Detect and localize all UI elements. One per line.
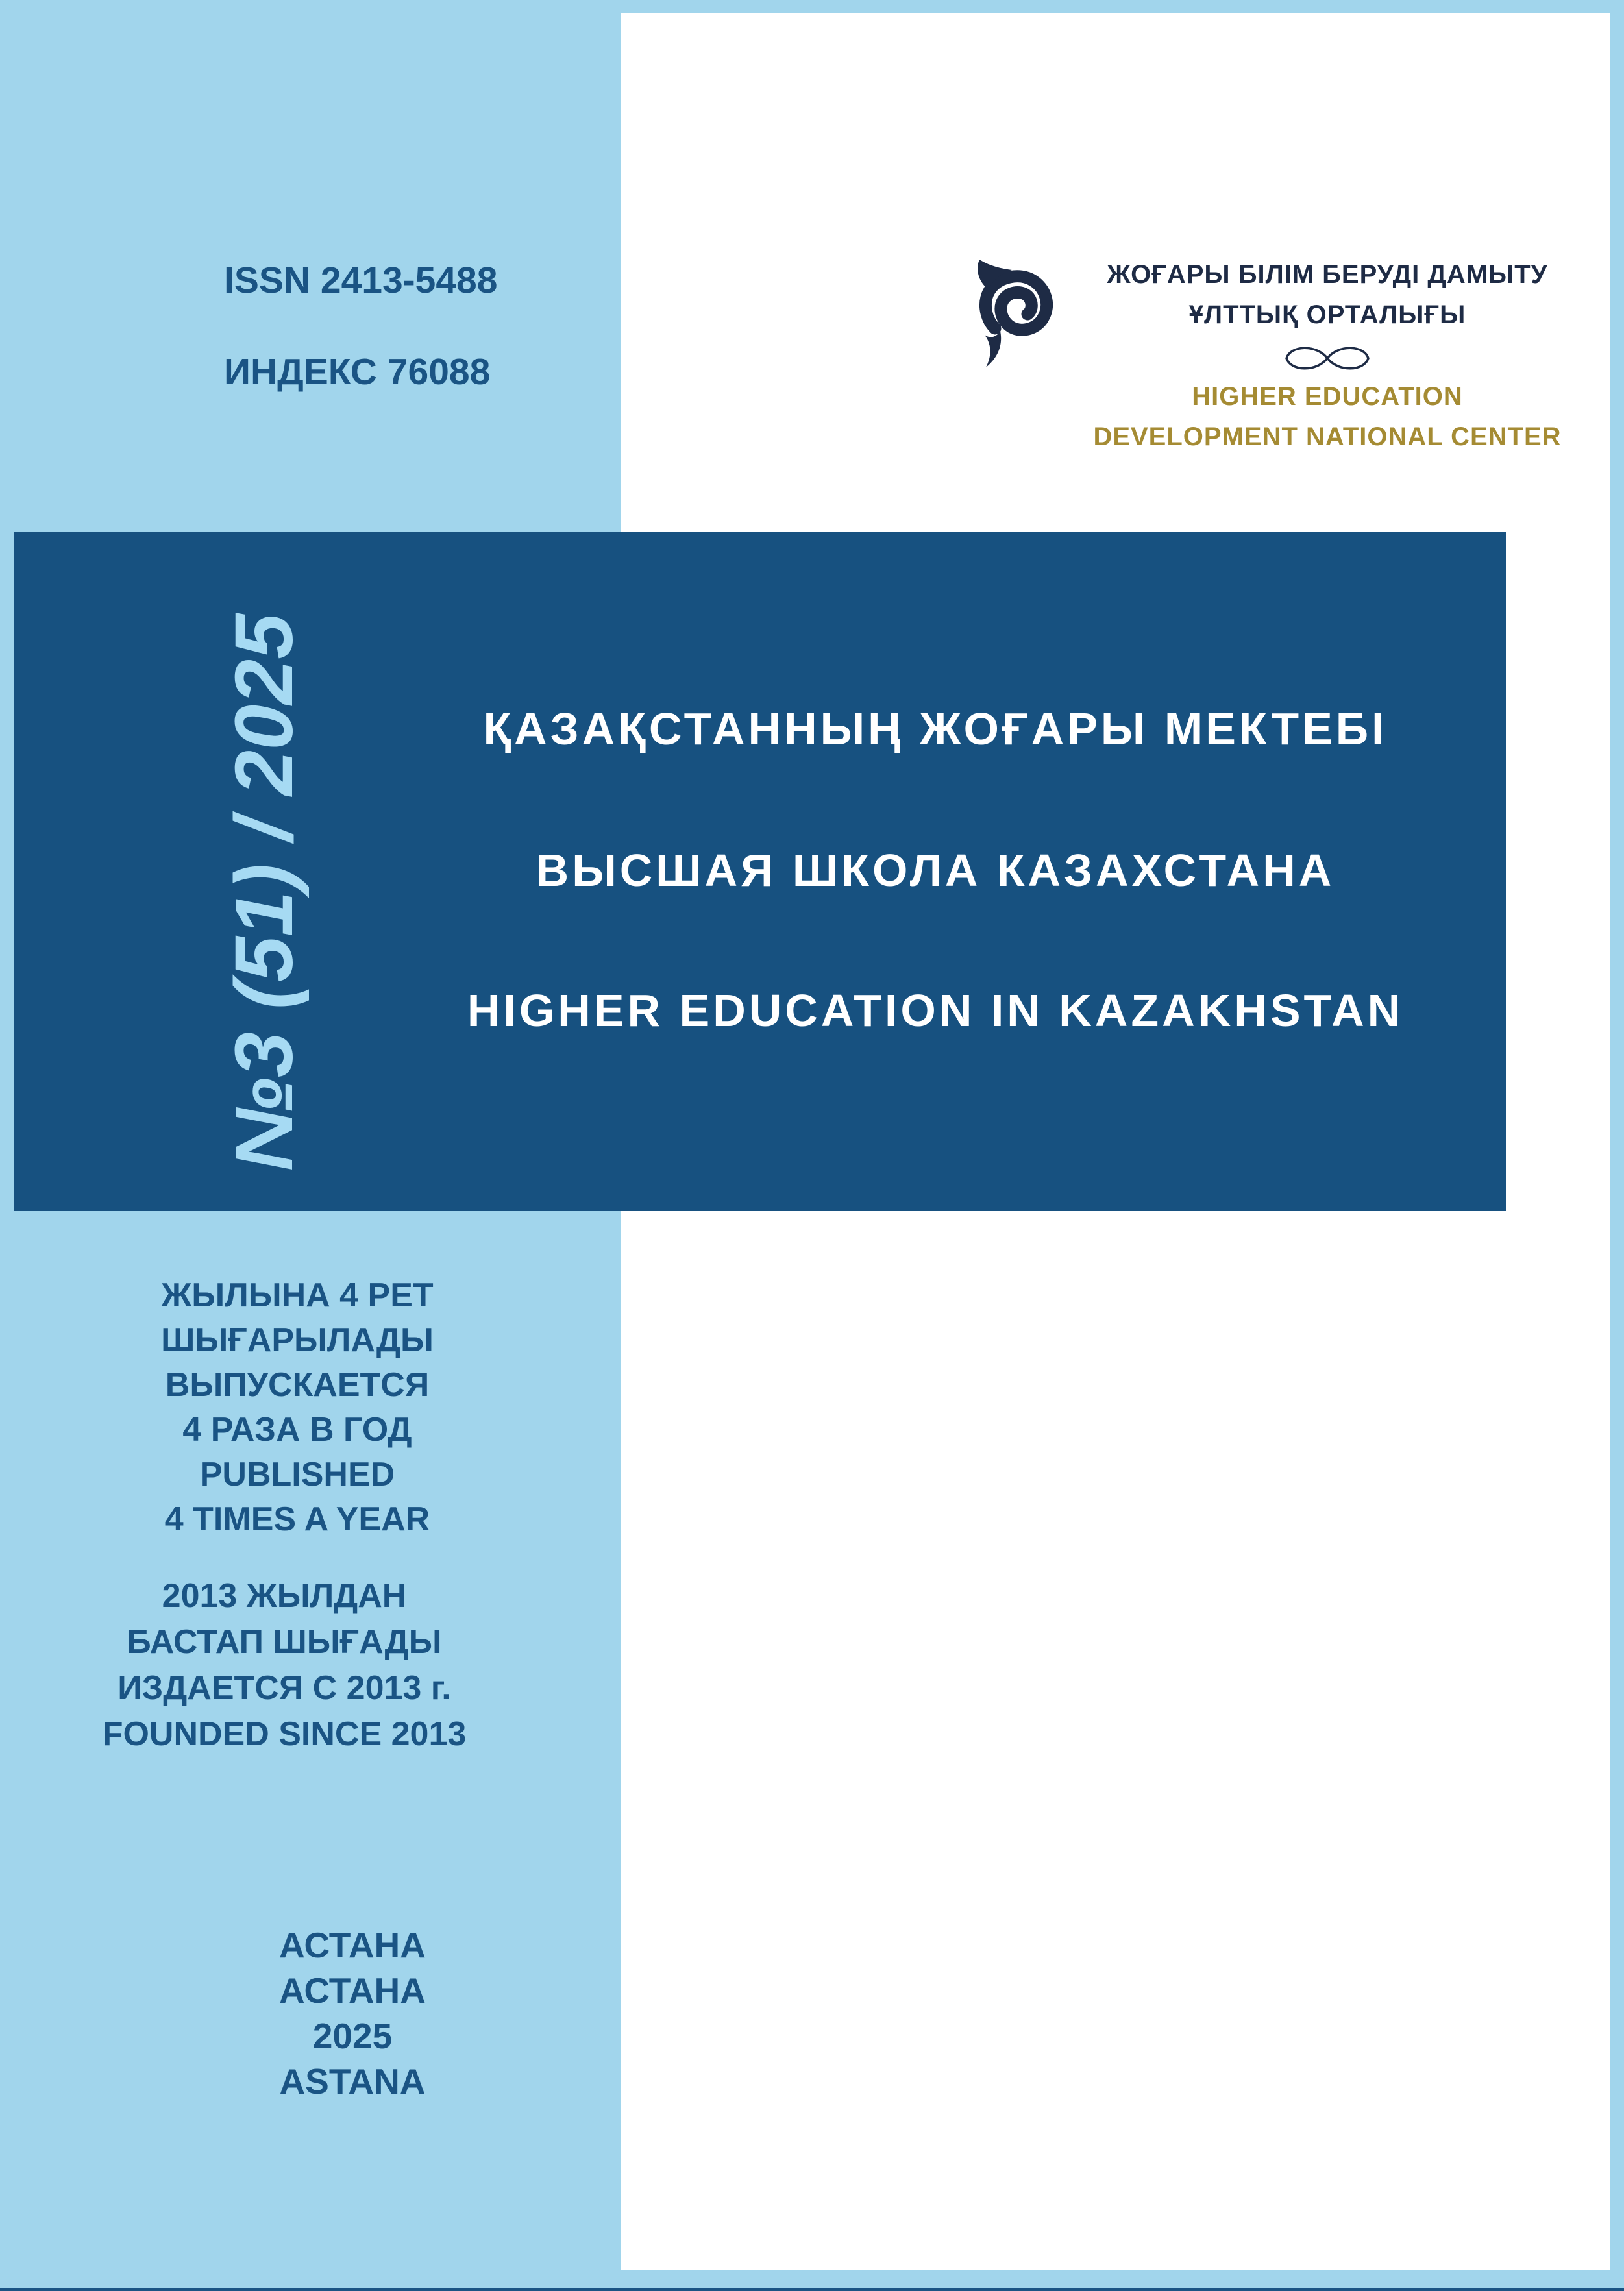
bottom-edge-line	[0, 2288, 1624, 2291]
journal-title-kk: ҚАЗАҚСТАННЫҢ ЖОҒАРЫ МЕКТЕБІ	[483, 704, 1388, 754]
publisher-name-kk-line2: ҰЛТТЫҚ ОРТАЛЫҒЫ	[1188, 300, 1466, 329]
founded-line: FOUNDED SINCE 2013	[102, 1715, 467, 1753]
frequency-line: 4 РАЗА В ГОД	[182, 1411, 412, 1449]
frequency-line: ВЫПУСКАЕТСЯ	[165, 1366, 430, 1404]
title-banner	[14, 532, 1506, 1211]
city-line: ASTANA	[279, 2061, 426, 2101]
publisher-logo	[954, 254, 1577, 462]
journal-titles	[363, 532, 1507, 1211]
journal-title-en: HIGHER EDUCATION IN KAZAKHSTAN	[467, 985, 1404, 1036]
publisher-name-kk-line1: ЖОҒАРЫ БІЛІМ БЕРУДІ ДАМЫТУ	[1107, 260, 1548, 289]
frequency-line: 4 TIMES A YEAR	[164, 1501, 430, 1538]
issn-number: ISSN 2413-5488	[224, 260, 498, 301]
founded-since-block	[26, 1573, 543, 1758]
publisher-logo-text	[1071, 254, 1584, 457]
hedcn-swirl-logo-icon	[959, 258, 1058, 370]
founded-line: БАСТАП ШЫҒАДЫ	[127, 1623, 442, 1661]
city-line: 2025	[312, 2016, 393, 2056]
city-line: АСТАНА	[279, 1970, 426, 2011]
issn-index-block	[224, 262, 497, 391]
founded-line: 2013 ЖЫЛДАН	[162, 1577, 407, 1615]
publisher-name-en-line2: DEVELOPMENT NATIONAL CENTER	[1093, 423, 1562, 451]
publisher-name-en-line1: HIGHER EDUCATION	[1192, 382, 1463, 411]
frequency-line: ШЫҒАРЫЛАДЫ	[161, 1321, 434, 1359]
founded-line: ИЗДАЕТСЯ С 2013 г.	[117, 1669, 451, 1707]
frequency-line: ЖЫЛЫНА 4 РЕТ	[161, 1277, 434, 1314]
city-line: АСТАНА	[279, 1925, 426, 1965]
journal-title-ru: ВЫСШАЯ ШКОЛА КАЗАХСТАНА	[535, 845, 1335, 896]
city-year-block	[94, 1922, 611, 2104]
issue-number-vertical: №3 (51) / 2025	[218, 613, 310, 1171]
frequency-line: PUBLISHED	[199, 1456, 395, 1493]
infinity-ornament-icon	[1279, 344, 1376, 373]
subscription-index: ИНДЕКС 76088	[224, 351, 491, 393]
publication-frequency-block	[39, 1273, 556, 1542]
